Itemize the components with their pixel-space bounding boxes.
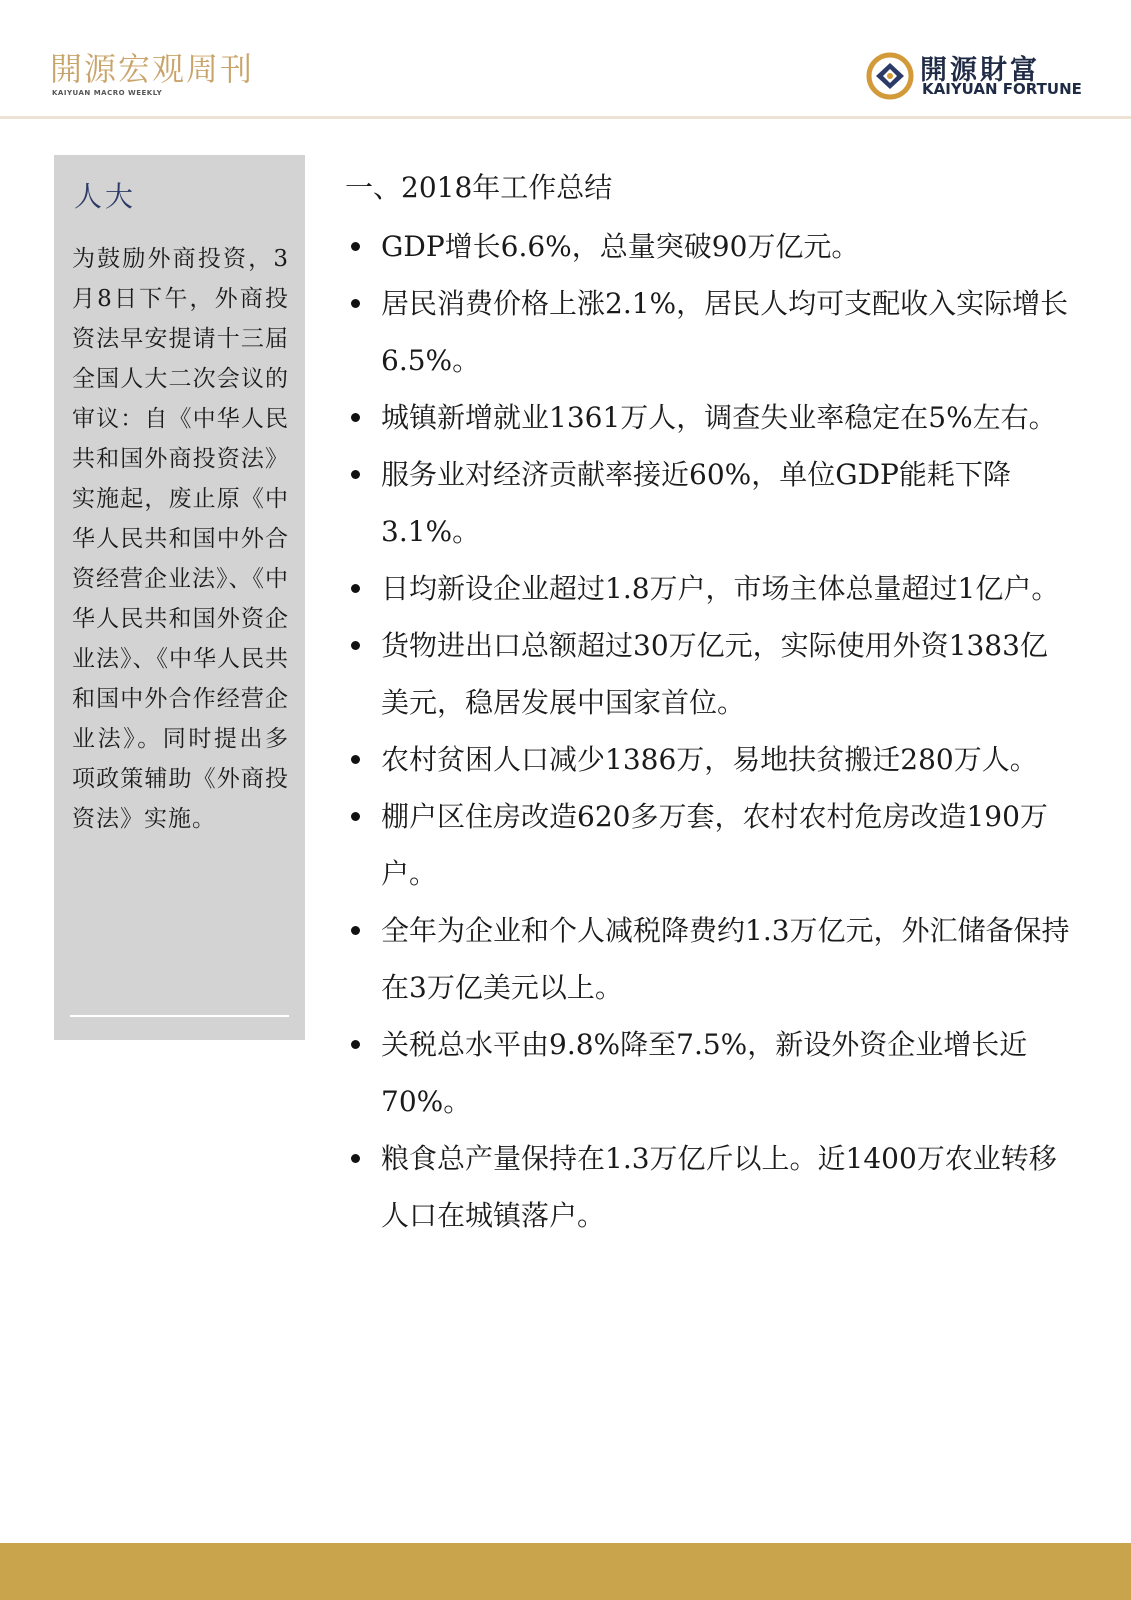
list-item-text: 农村贫困人口减少1386万，易地扶贫搬迁280万人。 <box>381 743 1038 776</box>
section-title: 一、2018年工作总结 <box>345 171 613 204</box>
sidebar-title: 人大 <box>74 180 137 213</box>
bullet-icon <box>351 812 360 821</box>
kaiyuan-logo-icon <box>866 52 914 100</box>
list-item <box>345 1016 1075 1130</box>
bullet-icon <box>351 641 360 650</box>
list-item <box>345 1130 1075 1244</box>
list-item-text: 居民消费价格上涨2.1%，居民人均可支配收入实际增长6.5%。 <box>381 287 1069 377</box>
publication-subtitle: KAIYUAN MACRO WEEKLY <box>52 89 163 97</box>
summary-list <box>345 218 1075 1244</box>
bullet-icon <box>351 1040 360 1049</box>
sidebar-body: 为鼓励外商投资，3月8日下午，外商投资法早安提请十三届全国人大二次会议的审议：自《中华人民共和国外商投资法》实施起，废止原《中华人民共和国中外合资经营企业法》、《中华人民共和国外资企业法》、《中华人民共和国中外合作经营企业法》。同时提出多项政策辅助《外商投资法》实施。 <box>72 246 289 832</box>
bullet-icon <box>351 242 360 251</box>
list-item-text: GDP增长6.6%，总量突破90万亿元。 <box>381 230 860 263</box>
logo-chinese-name: 開源財富 <box>920 55 1040 86</box>
logo-english-name: KAIYUAN FORTUNE <box>922 80 1082 98</box>
list-item-text: 全年为企业和个人减税降费约1.3万亿元，外汇储备保持在3万亿美元以上。 <box>381 914 1070 1004</box>
list-item <box>345 389 1075 446</box>
list-item-text: 棚户区住房改造620多万套，农村农村危房改造190万户。 <box>381 800 1048 890</box>
list-item-text: 城镇新增就业1361万人，调查失业率稳定在5%左右。 <box>381 401 1057 434</box>
bullet-icon <box>351 926 360 935</box>
footer-band <box>0 1543 1131 1600</box>
publication-title: 開源宏观周刊 <box>50 50 255 88</box>
list-item <box>345 560 1075 617</box>
list-item <box>345 446 1075 560</box>
header-divider <box>0 116 1131 119</box>
main-content <box>345 168 1075 1244</box>
list-item-text: 粮食总产量保持在1.3万亿斤以上。近1400万农业转移人口在城镇落户。 <box>381 1142 1057 1232</box>
sidebar-box <box>54 155 305 1040</box>
list-item-text: 服务业对经济贡献率接近60%，单位GDP能耗下降3.1%。 <box>381 458 1011 548</box>
list-item <box>345 218 1075 275</box>
list-item <box>345 731 1075 788</box>
bullet-icon <box>351 1154 360 1163</box>
sidebar-divider <box>70 1015 289 1017</box>
bullet-icon <box>351 299 360 308</box>
list-item-text: 日均新设企业超过1.8万户，市场主体总量超过1亿户。 <box>381 572 1060 605</box>
list-item <box>345 788 1075 902</box>
bullet-icon <box>351 470 360 479</box>
list-item <box>345 902 1075 1016</box>
bullet-icon <box>351 755 360 764</box>
bullet-icon <box>351 584 360 593</box>
list-item <box>345 275 1075 389</box>
list-item-text: 关税总水平由9.8%降至7.5%，新设外资企业增长近70%。 <box>381 1028 1028 1118</box>
page-header <box>0 0 1131 118</box>
bullet-icon <box>351 413 360 422</box>
list-item-text: 货物进出口总额超过30万亿元，实际使用外资1383亿美元，稳居发展中国家首位。 <box>381 629 1048 719</box>
list-item <box>345 617 1075 731</box>
